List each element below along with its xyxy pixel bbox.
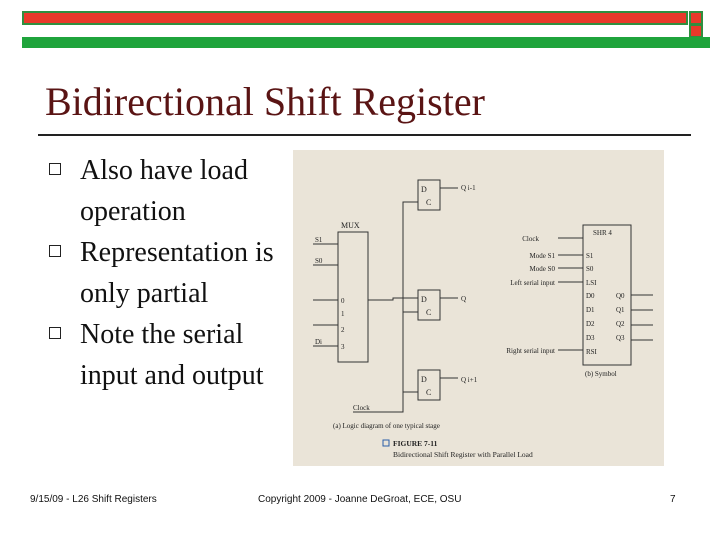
mux-input-0: 0 <box>341 297 345 305</box>
top-square-2 <box>689 24 703 38</box>
pin-d2: D2 <box>586 320 595 328</box>
slide-title: Bidirectional Shift Register <box>45 79 485 124</box>
mux-label: MUX <box>341 221 360 230</box>
sub-caption-b: (b) Symbol <box>585 370 617 378</box>
bullet-item <box>42 232 312 314</box>
figure-caption-text: Bidirectional Shift Register with Parallel Load <box>393 450 533 459</box>
shr4-label: SHR 4 <box>593 229 612 237</box>
di-label: Di <box>315 338 322 346</box>
mux-sel-s1-label: S1 <box>315 236 323 244</box>
bullet-line: only partial <box>80 278 209 309</box>
top-decoration-bar <box>22 11 710 37</box>
caption-square-icon <box>383 440 389 446</box>
bullet-line: operation <box>80 196 186 227</box>
q-mid-label: Q <box>461 295 467 303</box>
symbol-right-serial-label: Right serial input <box>506 347 555 355</box>
mux-input-3: 3 <box>341 343 345 351</box>
pin-q3: Q3 <box>616 334 625 342</box>
clock-label: Clock <box>353 404 370 412</box>
pin-d0: D0 <box>586 292 595 300</box>
square-bullet-icon <box>49 245 61 257</box>
circuit-diagram <box>293 150 664 466</box>
ff-c-label: C <box>426 308 432 317</box>
title-underline <box>38 134 691 136</box>
shift-register-figure <box>293 150 664 466</box>
bullet-line: Representation is <box>80 237 274 268</box>
bullet-line: Note the serial <box>80 319 244 350</box>
pin-rsi: RSI <box>586 348 597 356</box>
symbol-left-serial-label: Left serial input <box>510 279 555 287</box>
q-bottom-label: Q i+1 <box>461 376 478 384</box>
ff-c-label: C <box>426 388 432 397</box>
pin-q2: Q2 <box>616 320 625 328</box>
top-red-bar <box>22 11 688 25</box>
symbol-mode-s1-label: Mode S1 <box>529 252 555 260</box>
square-bullet-icon <box>49 327 61 339</box>
pin-q0: Q0 <box>616 292 625 300</box>
top-green-bar <box>22 37 710 48</box>
square-bullet-icon <box>49 163 61 175</box>
bullet-list <box>42 150 312 396</box>
sub-caption-a: (a) Logic diagram of one typical stage <box>333 422 440 430</box>
bullet-item <box>42 150 312 232</box>
bullet-line: Also have load <box>80 155 248 186</box>
symbol-mode-s0-label: Mode S0 <box>529 265 555 273</box>
bullet-item <box>42 314 312 396</box>
mux-input-2: 2 <box>341 326 345 334</box>
figure-caption-number: FIGURE 7-11 <box>393 439 438 448</box>
ff-d-label: D <box>421 185 427 194</box>
footer-center: Copyright 2009 - Joanne DeGroat, ECE, OSU <box>258 494 462 505</box>
pin-s1: S1 <box>586 252 594 260</box>
pin-lsi: LSI <box>586 279 597 287</box>
bullet-line: input and output <box>80 360 264 391</box>
pin-s0: S0 <box>586 265 594 273</box>
footer-left: 9/15/09 - L26 Shift Registers <box>30 494 157 505</box>
mux-sel-s0-label: S0 <box>315 257 323 265</box>
top-square-1 <box>689 11 703 25</box>
symbol-clock-label: Clock <box>522 235 539 243</box>
q-top-label: Q i-1 <box>461 184 476 192</box>
ff-d-label: D <box>421 375 427 384</box>
footer-page-number: 7 <box>670 494 676 505</box>
mux-input-1: 1 <box>341 310 345 318</box>
ff-c-label: C <box>426 198 432 207</box>
ff-d-label: D <box>421 295 427 304</box>
pin-d1: D1 <box>586 306 595 314</box>
pin-q1: Q1 <box>616 306 625 314</box>
pin-d3: D3 <box>586 334 595 342</box>
